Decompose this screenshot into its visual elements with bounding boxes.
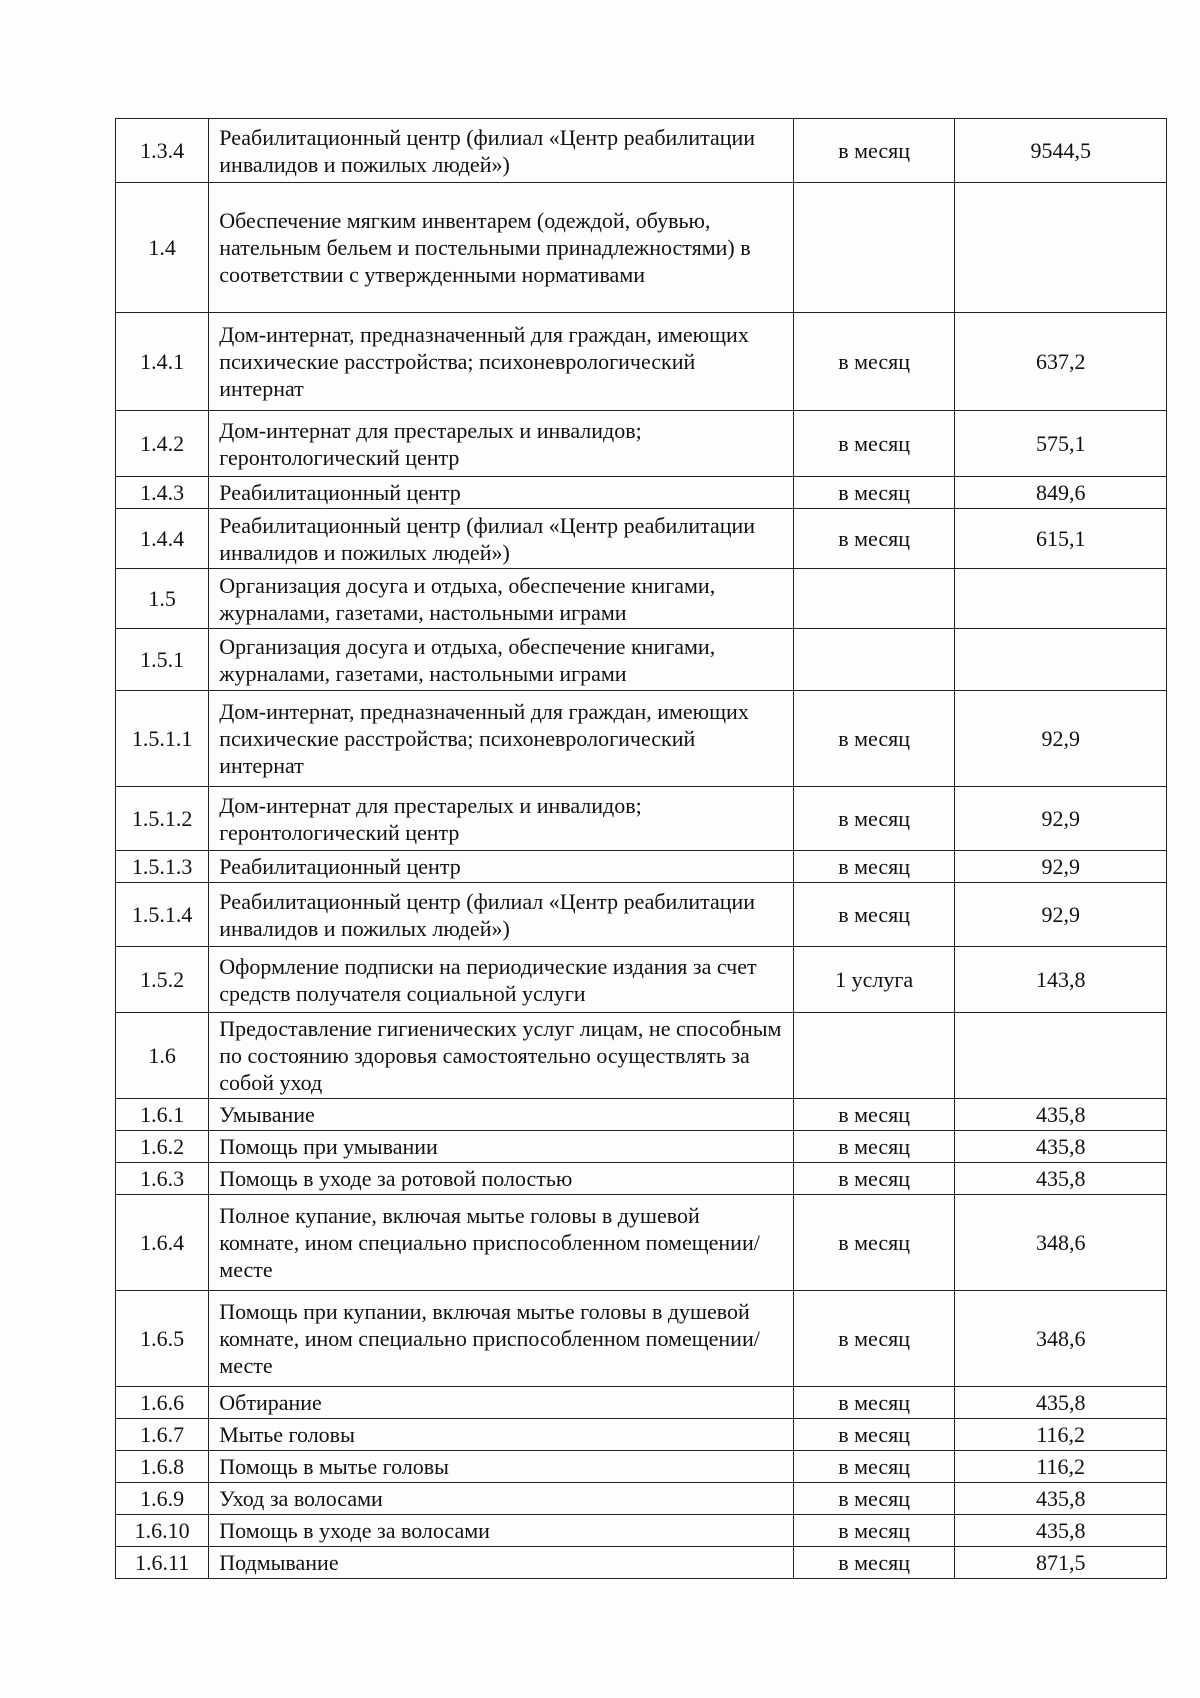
row-number-text: 1.6.2	[140, 1134, 185, 1159]
service-name-text: Помощь при умывании	[219, 1134, 438, 1159]
row-number-cell	[116, 1515, 209, 1547]
table-row	[116, 1419, 1167, 1451]
service-name-cell	[209, 569, 794, 629]
price-cell	[955, 183, 1167, 313]
price-text: 615,1	[1035, 526, 1086, 551]
table-row	[116, 1547, 1167, 1579]
service-name-cell	[209, 1195, 794, 1291]
row-number-text: 1.6.8	[140, 1454, 185, 1479]
service-name-text: Дом-интернат, предназначенный для граждан, имеющих психические расстройства; психоневрологический интернат	[219, 322, 749, 401]
table-row	[116, 313, 1167, 411]
row-number-cell	[116, 1195, 209, 1291]
price-text: 116,2	[1036, 1454, 1086, 1479]
service-name-text: Помощь в мытье головы	[219, 1454, 449, 1479]
service-name-text: Уход за волосами	[219, 1486, 383, 1511]
row-number-cell	[116, 1547, 209, 1579]
table-row	[116, 787, 1167, 851]
service-name-text: Реабилитационный центр (филиал «Центр реабилитации инвалидов и пожилых людей»)	[219, 512, 756, 565]
price-text: 348,6	[1035, 1230, 1086, 1255]
unit-cell	[793, 883, 954, 947]
row-number-text: 1.4.3	[140, 480, 185, 505]
service-name-text: Помощь при купании, включая мытье головы в душевой комнате, ином специально приспособленном помещении/месте	[219, 1299, 760, 1378]
price-cell	[955, 1291, 1167, 1387]
unit-cell	[793, 1013, 954, 1099]
price-cell	[955, 509, 1167, 569]
unit-cell	[793, 629, 954, 691]
service-name-cell	[209, 1419, 794, 1451]
unit-text: в месяц	[838, 1518, 911, 1543]
service-name-text: Обтирание	[219, 1390, 322, 1415]
table-row	[116, 883, 1167, 947]
row-number-cell	[116, 1291, 209, 1387]
row-number-cell	[116, 1163, 209, 1195]
unit-cell	[793, 183, 954, 313]
price-text: 849,6	[1035, 480, 1086, 505]
table-row	[116, 1163, 1167, 1195]
price-cell	[955, 1547, 1167, 1579]
row-number-cell	[116, 947, 209, 1013]
price-cell	[955, 1099, 1167, 1131]
price-cell	[955, 883, 1167, 947]
service-name-text: Полное купание, включая мытье головы в душевой комнате, ином специально приспособленном помещении/месте	[219, 1203, 760, 1282]
row-number-cell	[116, 313, 209, 411]
unit-text: в месяц	[838, 1550, 911, 1575]
row-number-cell	[116, 787, 209, 851]
service-name-cell	[209, 1291, 794, 1387]
row-number-cell	[116, 119, 209, 183]
service-name-cell	[209, 477, 794, 509]
unit-cell	[793, 1163, 954, 1195]
row-number-cell	[116, 851, 209, 883]
table-row	[116, 509, 1167, 569]
service-name-text: Дом-интернат, предназначенный для граждан, имеющих психические расстройства; психоневрологический интернат	[219, 699, 749, 778]
unit-text: в месяц	[838, 854, 911, 879]
row-number-cell	[116, 411, 209, 477]
service-name-text: Реабилитационный центр (филиал «Центр реабилитации инвалидов и пожилых людей»)	[219, 124, 756, 177]
row-number-cell	[116, 1387, 209, 1419]
service-name-cell	[209, 947, 794, 1013]
price-text: 435,8	[1035, 1486, 1086, 1511]
service-name-text: Дом-интернат для престарелых и инвалидов; геронтологический центр	[219, 417, 642, 470]
unit-cell	[793, 1547, 954, 1579]
row-number-cell	[116, 1099, 209, 1131]
row-number-text: 1.3.4	[140, 138, 185, 163]
price-text: 116,2	[1036, 1422, 1086, 1447]
service-name-cell	[209, 1387, 794, 1419]
price-cell	[955, 1013, 1167, 1099]
price-cell	[955, 569, 1167, 629]
table-row	[116, 1387, 1167, 1419]
table-row	[116, 1451, 1167, 1483]
row-number-text: 1.5.2	[140, 967, 185, 992]
service-name-text: Реабилитационный центр	[219, 480, 461, 505]
row-number-text: 1.6.1	[140, 1102, 185, 1127]
service-name-cell	[209, 1483, 794, 1515]
service-name-cell	[209, 787, 794, 851]
price-cell	[955, 947, 1167, 1013]
price-cell	[955, 1195, 1167, 1291]
row-number-text: 1.5.1.1	[131, 726, 193, 751]
table-row	[116, 477, 1167, 509]
unit-text: в месяц	[838, 726, 911, 751]
unit-text: в месяц	[838, 1134, 911, 1159]
row-number-cell	[116, 509, 209, 569]
unit-cell	[793, 1099, 954, 1131]
unit-cell	[793, 119, 954, 183]
unit-cell	[793, 1515, 954, 1547]
unit-cell	[793, 1387, 954, 1419]
service-name-cell	[209, 883, 794, 947]
service-name-cell	[209, 691, 794, 787]
service-name-text: Мытье головы	[219, 1422, 355, 1447]
unit-cell	[793, 947, 954, 1013]
price-cell	[955, 851, 1167, 883]
row-number-cell	[116, 477, 209, 509]
unit-text: в месяц	[838, 349, 911, 374]
row-number-cell	[116, 629, 209, 691]
unit-cell	[793, 411, 954, 477]
row-number-text: 1.6.7	[140, 1422, 185, 1447]
table-row	[116, 183, 1167, 313]
unit-text: в месяц	[838, 526, 911, 551]
row-number-text: 1.5.1.4	[131, 902, 193, 927]
table-row	[116, 1195, 1167, 1291]
table-row	[116, 947, 1167, 1013]
row-number-text: 1.5.1	[140, 647, 185, 672]
service-name-text: Помощь в уходе за ротовой полостью	[219, 1166, 573, 1191]
table-row	[116, 629, 1167, 691]
table-row	[116, 1099, 1167, 1131]
price-cell	[955, 1387, 1167, 1419]
price-cell	[955, 1131, 1167, 1163]
price-text: 92,9	[1041, 902, 1080, 927]
row-number-cell	[116, 1131, 209, 1163]
service-name-text: Дом-интернат для престарелых и инвалидов; геронтологический центр	[219, 792, 642, 845]
table-row	[116, 569, 1167, 629]
unit-text: в месяц	[838, 902, 911, 927]
price-text: 435,8	[1035, 1390, 1086, 1415]
unit-text: в месяц	[838, 1230, 911, 1255]
row-number-cell	[116, 569, 209, 629]
unit-text: в месяц	[838, 1166, 911, 1191]
price-cell	[955, 787, 1167, 851]
unit-cell	[793, 1451, 954, 1483]
row-number-cell	[116, 1451, 209, 1483]
price-text: 871,5	[1035, 1550, 1086, 1575]
unit-cell	[793, 313, 954, 411]
unit-cell	[793, 1483, 954, 1515]
service-name-text: Умывание	[219, 1102, 315, 1127]
service-name-cell	[209, 1013, 794, 1099]
price-cell	[955, 1483, 1167, 1515]
row-number-text: 1.6.10	[134, 1518, 190, 1543]
service-name-cell	[209, 629, 794, 691]
row-number-text: 1.6.11	[135, 1550, 190, 1575]
price-cell	[955, 411, 1167, 477]
table-row	[116, 851, 1167, 883]
price-text: 143,8	[1035, 967, 1086, 992]
service-name-cell	[209, 411, 794, 477]
price-cell	[955, 313, 1167, 411]
price-text: 435,8	[1035, 1134, 1086, 1159]
tariff-table	[115, 118, 1167, 1579]
service-name-cell	[209, 851, 794, 883]
row-number-cell	[116, 883, 209, 947]
table-row	[116, 1291, 1167, 1387]
price-cell	[955, 1451, 1167, 1483]
service-name-text: Оформление подписки на периодические издания за счет средств получателя социальной услуги	[219, 953, 757, 1006]
row-number-cell	[116, 1419, 209, 1451]
service-name-text: Подмывание	[219, 1550, 339, 1575]
service-name-text: Реабилитационный центр (филиал «Центр реабилитации инвалидов и пожилых людей»)	[219, 888, 756, 941]
table-row	[116, 119, 1167, 183]
unit-text: в месяц	[838, 1454, 911, 1479]
price-cell	[955, 1163, 1167, 1195]
service-name-cell	[209, 1163, 794, 1195]
price-text: 92,9	[1041, 806, 1080, 831]
row-number-text: 1.6.5	[140, 1326, 185, 1351]
price-text: 435,8	[1035, 1102, 1086, 1127]
service-name-cell	[209, 1131, 794, 1163]
unit-text: в месяц	[838, 138, 911, 163]
unit-cell	[793, 1419, 954, 1451]
price-text: 435,8	[1035, 1166, 1086, 1191]
row-number-text: 1.6.4	[140, 1230, 185, 1255]
price-text: 435,8	[1035, 1518, 1086, 1543]
price-cell	[955, 691, 1167, 787]
row-number-cell	[116, 1483, 209, 1515]
price-cell	[955, 1419, 1167, 1451]
unit-text: в месяц	[838, 1102, 911, 1127]
unit-text: в месяц	[838, 806, 911, 831]
row-number-cell	[116, 1013, 209, 1099]
row-number-text: 1.5.1.2	[131, 806, 193, 831]
price-cell	[955, 119, 1167, 183]
service-name-text: Обеспечение мягким инвентарем (одеждой, обувью, нательным бельем и постельными принадлежностями) в соответствии с утвержденными нормативами	[219, 208, 751, 287]
unit-cell	[793, 1195, 954, 1291]
row-number-text: 1.5.1.3	[131, 854, 193, 879]
price-text: 637,2	[1035, 349, 1086, 374]
service-name-cell	[209, 313, 794, 411]
table-row	[116, 1515, 1167, 1547]
service-name-cell	[209, 1547, 794, 1579]
price-cell	[955, 629, 1167, 691]
unit-text: в месяц	[838, 1422, 911, 1447]
table-row	[116, 411, 1167, 477]
price-text: 92,9	[1041, 854, 1080, 879]
price-cell	[955, 1515, 1167, 1547]
row-number-text: 1.4.1	[140, 349, 185, 374]
service-name-cell	[209, 1099, 794, 1131]
price-text: 9544,5	[1030, 138, 1091, 163]
unit-text: в месяц	[838, 1486, 911, 1511]
unit-cell	[793, 477, 954, 509]
unit-text: в месяц	[838, 1326, 911, 1351]
row-number-text: 1.5	[148, 586, 176, 611]
price-text: 92,9	[1041, 726, 1080, 751]
unit-text: в месяц	[838, 1390, 911, 1415]
service-name-cell	[209, 183, 794, 313]
price-cell	[955, 477, 1167, 509]
table-row	[116, 1483, 1167, 1515]
service-name-text: Помощь в уходе за волосами	[219, 1518, 490, 1543]
tariff-table-body	[116, 119, 1167, 1579]
unit-cell	[793, 1291, 954, 1387]
unit-text: 1 услуга	[835, 967, 914, 992]
service-name-cell	[209, 509, 794, 569]
row-number-text: 1.6.3	[140, 1166, 185, 1191]
unit-cell	[793, 1131, 954, 1163]
price-text: 575,1	[1035, 431, 1086, 456]
row-number-text: 1.4.2	[140, 431, 185, 456]
unit-cell	[793, 509, 954, 569]
service-name-text: Организация досуга и отдыха, обеспечение книгами, журналами, газетами, настольными играми	[219, 633, 716, 686]
unit-cell	[793, 691, 954, 787]
row-number-text: 1.4	[148, 235, 176, 260]
row-number-text: 1.6.6	[140, 1390, 185, 1415]
service-name-text: Предоставление гигиенических услуг лицам, не способным по состоянию здоровья самостоятельно осуществлять за собой уход	[219, 1016, 782, 1095]
table-row	[116, 1013, 1167, 1099]
row-number-cell	[116, 691, 209, 787]
price-text: 348,6	[1035, 1326, 1086, 1351]
unit-text: в месяц	[838, 431, 911, 456]
unit-cell	[793, 851, 954, 883]
service-name-cell	[209, 119, 794, 183]
row-number-text: 1.6.9	[140, 1486, 185, 1511]
service-name-cell	[209, 1451, 794, 1483]
row-number-cell	[116, 183, 209, 313]
row-number-text: 1.4.4	[140, 526, 185, 551]
service-name-text: Реабилитационный центр	[219, 854, 461, 879]
service-name-text: Организация досуга и отдыха, обеспечение книгами, журналами, газетами, настольными играми	[219, 572, 716, 625]
service-name-cell	[209, 1515, 794, 1547]
table-row	[116, 1131, 1167, 1163]
unit-text: в месяц	[838, 480, 911, 505]
row-number-text: 1.6	[148, 1043, 176, 1068]
unit-cell	[793, 569, 954, 629]
table-row	[116, 691, 1167, 787]
unit-cell	[793, 787, 954, 851]
